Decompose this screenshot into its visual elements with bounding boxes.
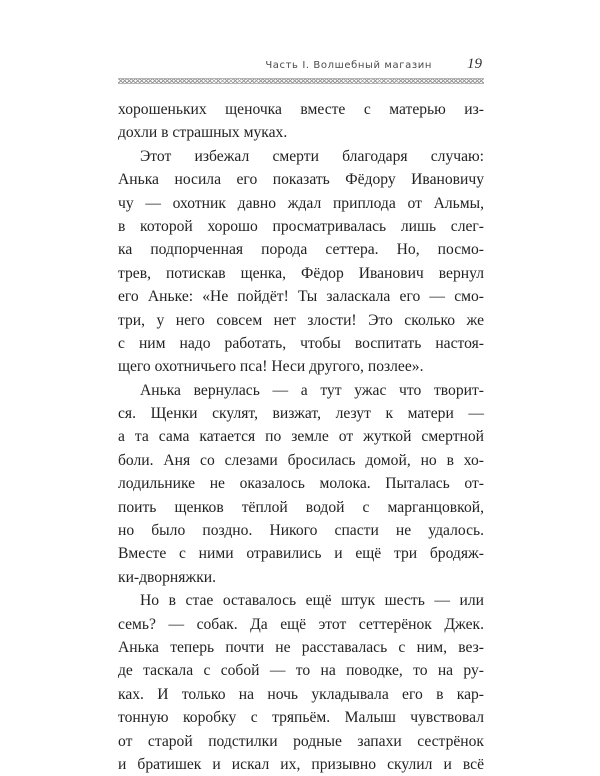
text-line: Но в стае оставалось ещё штук шесть — или [140, 592, 484, 610]
text-line: боли. Аня со слезами бросилась домой, но в хо- [118, 451, 484, 469]
text-line: семь? — собак. Да ещё этот сеттерёнок Джек. [118, 615, 484, 633]
text-line: Анька теперь почти не расставалась с ним, вез- [118, 638, 484, 656]
text-line: но было поздно. Никого спасти не удалось. [118, 522, 484, 540]
running-title: Часть I. Волшебный магазин [265, 60, 432, 71]
text-line: поить щенков тёплой водой с марганцовкой, [118, 498, 484, 516]
text-line: Этот избежал смерти благодаря случаю: [140, 147, 484, 165]
body-text [118, 98, 484, 776]
text-line: а та сама катается по земле от жуткой смертной [118, 428, 484, 446]
text-line: дохли в страшных муках. [118, 124, 288, 142]
text-line: Анька носила его показать Фёдору Ивановичу [118, 171, 484, 189]
text-line: три, у него совсем нет злости! Это сколько же [118, 311, 484, 329]
text-line: хорошеньких щеночка вместе с матерью из- [118, 101, 484, 118]
text-line: в которой хорошо просматривалась лишь слег- [118, 217, 484, 235]
text-line: щего охотничьего пса! Неси другого, позлее». [118, 358, 424, 376]
text-line: с ним надо работать, чтобы воспитать настоя- [118, 334, 484, 352]
header-rule [118, 78, 484, 84]
text-line: от старой подстилки родные запахи сестрёнок [118, 732, 484, 750]
text-line: чу — охотник давно ждал приплода от Альмы, [118, 194, 484, 212]
text-line: трев, потискав щенка, Фёдор Иванович вернул [118, 264, 484, 282]
text-line: ках. И только на ночь укладывала его в кар- [118, 685, 484, 703]
page-number: 19 [467, 56, 482, 72]
text-line: де таскала с собой — то на поводке, то на ру- [118, 662, 484, 680]
text-line: Анька вернулась — а тут ужас что творит- [140, 381, 484, 399]
text-line: его Аньке: «Не пойдёт! Ты заласкала его — смо- [118, 288, 484, 306]
text-line: лодильнике не оказалось молока. Пыталась от- [118, 475, 484, 493]
text-line: ки-дворняжки. [118, 568, 217, 586]
text-line: тонную коробку с тряпьём. Малыш чувствовал [118, 709, 484, 727]
text-line: ся. Щенки скулят, визжат, лезут к матери — [118, 405, 484, 423]
text-line: ка подпорченная порода сеттера. Но, посмо- [118, 241, 484, 259]
text-line: Вместе с ними отравились и ещё три бродяж- [118, 545, 484, 563]
running-head [118, 58, 484, 80]
text-line: и братишек и искал их, призывно скулил и всё [118, 755, 484, 773]
